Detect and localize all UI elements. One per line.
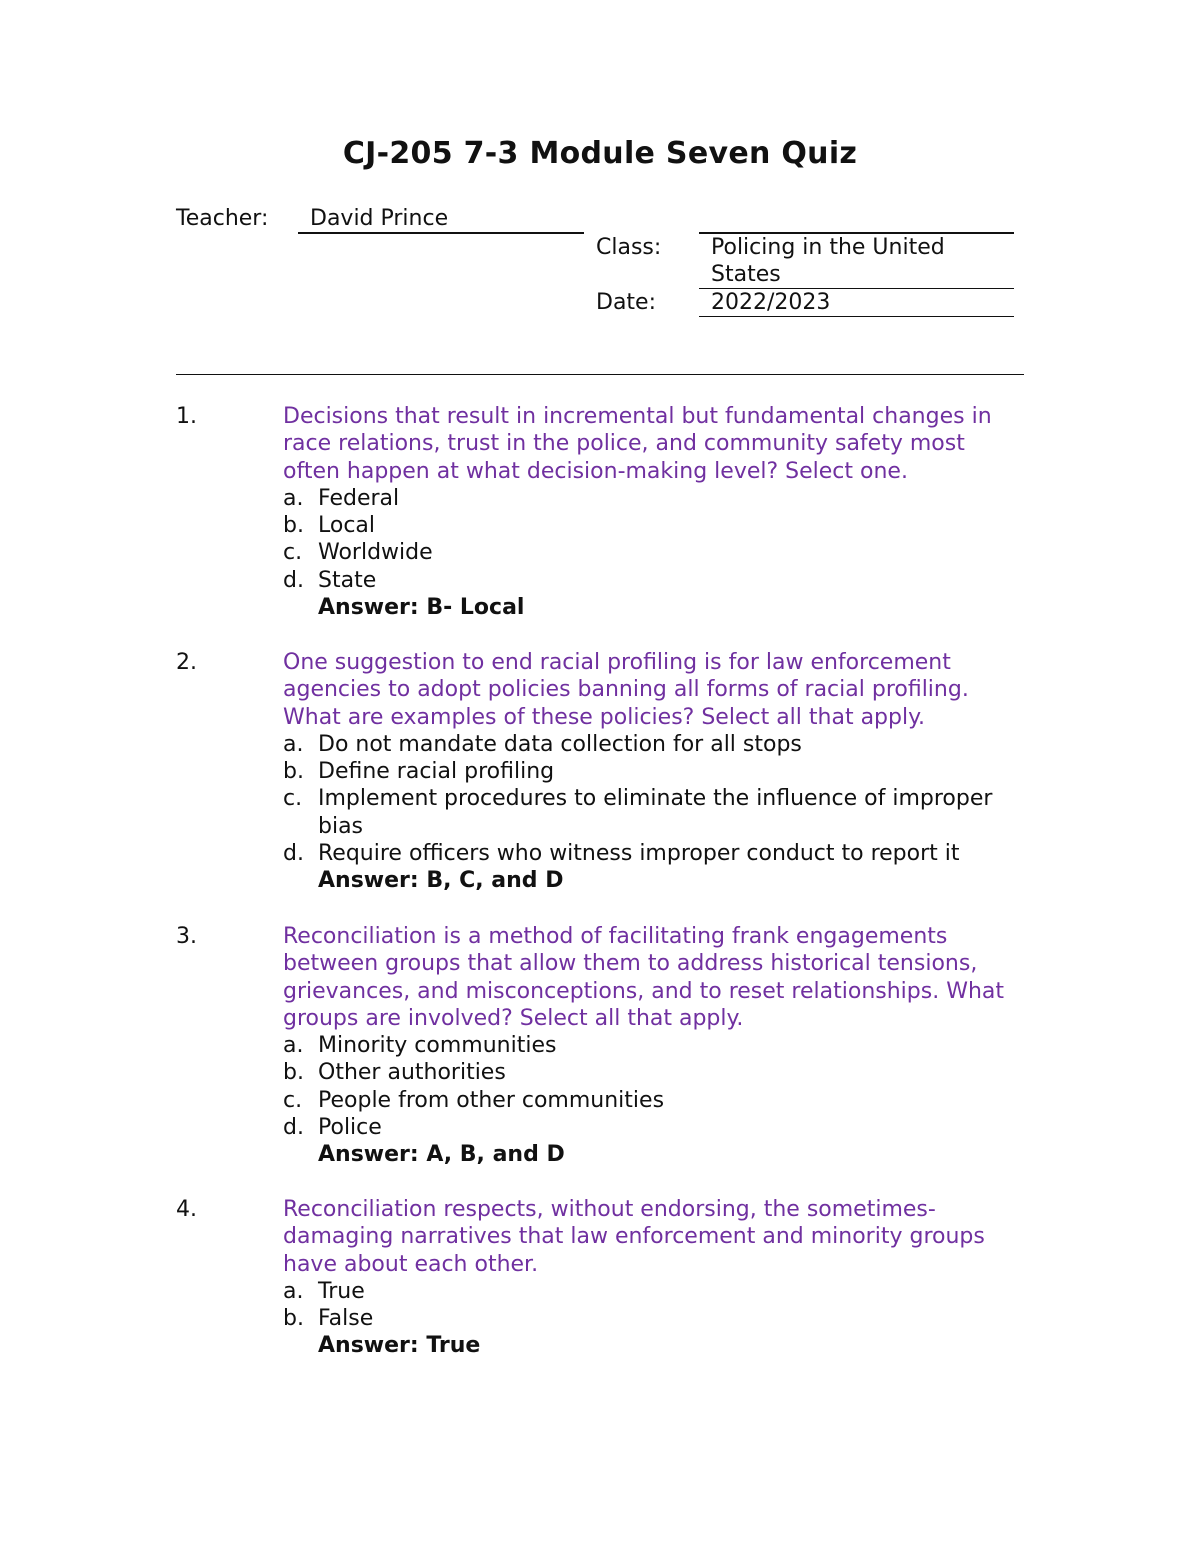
option-letter: a. xyxy=(283,485,304,511)
question-number: 3. xyxy=(176,924,197,949)
option-letter: d. xyxy=(283,841,304,867)
class-label: Class: xyxy=(596,235,662,260)
option-text: True xyxy=(318,1278,365,1304)
option-text: Do not mandate data collection for all stops xyxy=(318,731,802,757)
option-letter: a. xyxy=(283,731,304,757)
option-c xyxy=(283,539,1026,566)
option-a xyxy=(283,1278,1026,1305)
date-value: 2022/2023 xyxy=(711,290,831,315)
option-b xyxy=(283,758,1026,785)
option-a xyxy=(283,485,1026,512)
option-text: Define racial profiling xyxy=(318,759,555,785)
teacher-label: Teacher: xyxy=(176,206,269,231)
option-letter: d. xyxy=(283,1115,304,1141)
option-text: Minority communities xyxy=(318,1033,557,1059)
quiz-title: CJ-205 7-3 Module Seven Quiz xyxy=(342,136,858,171)
date-label: Date: xyxy=(596,290,656,315)
option-text: False xyxy=(318,1306,374,1332)
question-2 xyxy=(176,649,1026,895)
option-b xyxy=(283,512,1026,539)
option-text: Federal xyxy=(318,485,400,511)
option-d xyxy=(283,1114,1026,1141)
option-text: Local xyxy=(318,513,376,539)
answer-text: Answer: B, C, and D xyxy=(318,868,564,894)
option-text: Police xyxy=(318,1115,382,1141)
question-text: Reconciliation is a method of facilitating frank engagements between groups that allow them to address historical tensions, grievances, and misconceptions, and to reset relationships. What groups are involved? Select all that apply. xyxy=(283,924,1004,1031)
option-letter: b. xyxy=(283,759,304,785)
option-d xyxy=(283,840,1026,867)
option-letter: b. xyxy=(283,513,304,539)
option-text: Worldwide xyxy=(318,540,433,566)
option-letter: c. xyxy=(283,1087,303,1113)
teacher-value: David Prince xyxy=(310,206,449,231)
option-b xyxy=(283,1059,1026,1086)
question-text: Reconciliation respects, without endorsing, the sometimes-damaging narratives that law enforcement and minority groups have about each other. xyxy=(283,1197,985,1277)
option-letter: a. xyxy=(283,1278,304,1304)
teacher-underline xyxy=(298,232,584,234)
question-1 xyxy=(176,403,1026,621)
answer-text: Answer: True xyxy=(318,1333,481,1359)
answer-text: Answer: A, B, and D xyxy=(318,1142,565,1168)
option-letter: b. xyxy=(283,1306,304,1332)
question-3 xyxy=(176,923,1026,1169)
option-text: State xyxy=(318,567,377,593)
option-letter: c. xyxy=(283,786,303,812)
option-letter: c. xyxy=(283,540,303,566)
option-text: Require officers who witness improper conduct to report it xyxy=(318,841,960,867)
option-letter: b. xyxy=(283,1060,304,1086)
option-text: Other authorities xyxy=(318,1060,506,1086)
option-a xyxy=(283,1032,1026,1059)
question-text: One suggestion to end racial profiling is for law enforcement agencies to adopt policies banning all forms of racial profiling. What are examples of these policies? Select all that apply. xyxy=(283,650,969,730)
option-text: People from other communities xyxy=(318,1087,665,1113)
question-number: 4. xyxy=(176,1197,197,1222)
question-4 xyxy=(176,1196,1026,1360)
question-number: 1. xyxy=(176,404,197,429)
option-c xyxy=(283,1087,1026,1114)
date-underline xyxy=(699,316,1014,317)
option-d xyxy=(283,567,1026,594)
option-a xyxy=(283,731,1026,758)
option-letter: a. xyxy=(283,1033,304,1059)
option-letter: d. xyxy=(283,567,304,593)
class-value: Policing in the United States xyxy=(711,235,945,287)
option-c xyxy=(283,785,1026,840)
option-b xyxy=(283,1305,1026,1332)
question-number: 2. xyxy=(176,650,197,675)
answer-text: Answer: B- Local xyxy=(318,595,525,621)
section-divider xyxy=(176,374,1024,375)
option-text: Implement procedures to eliminate the influence of improper bias xyxy=(318,786,993,839)
question-text: Decisions that result in incremental but fundamental changes in race relations, trust in the police, and community safety most often happen at what decision-making level? Select one. xyxy=(283,404,992,484)
